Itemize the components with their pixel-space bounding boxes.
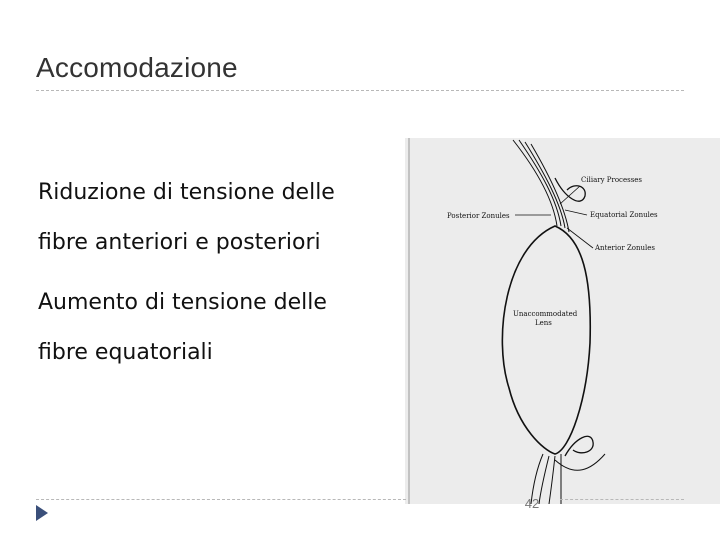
footer-divider-left: [36, 499, 406, 500]
body-line-1: Riduzione di tensione delle: [38, 180, 335, 205]
label-posterior-zonules: Posterior Zonules: [447, 212, 510, 220]
slide-title: Accomodazione: [36, 52, 238, 83]
lens-outline: [502, 226, 590, 454]
body-line-4: fibre equatoriali: [38, 340, 213, 365]
title-divider: [36, 90, 684, 91]
label-lens-line1: Unaccommodated: [513, 310, 578, 318]
label-lens-line2: Lens: [535, 319, 552, 327]
body-line-3: Aumento di tensione delle: [38, 290, 327, 315]
upper-fibers: [513, 140, 569, 232]
outer-curve-bottom: [555, 454, 605, 470]
footer-divider-right: [560, 499, 684, 500]
label-ciliary-processes: Ciliary Processes: [581, 176, 643, 184]
nav-arrow-icon[interactable]: [36, 505, 48, 521]
page-number: 42: [524, 496, 540, 511]
label-equatorial-zonules: Equatorial Zonules: [590, 211, 658, 219]
label-anterior-zonules: Anterior Zonules: [595, 244, 655, 252]
body-line-2: fibre anteriori e posteriori: [38, 230, 321, 255]
lens-diagram: [405, 138, 720, 504]
